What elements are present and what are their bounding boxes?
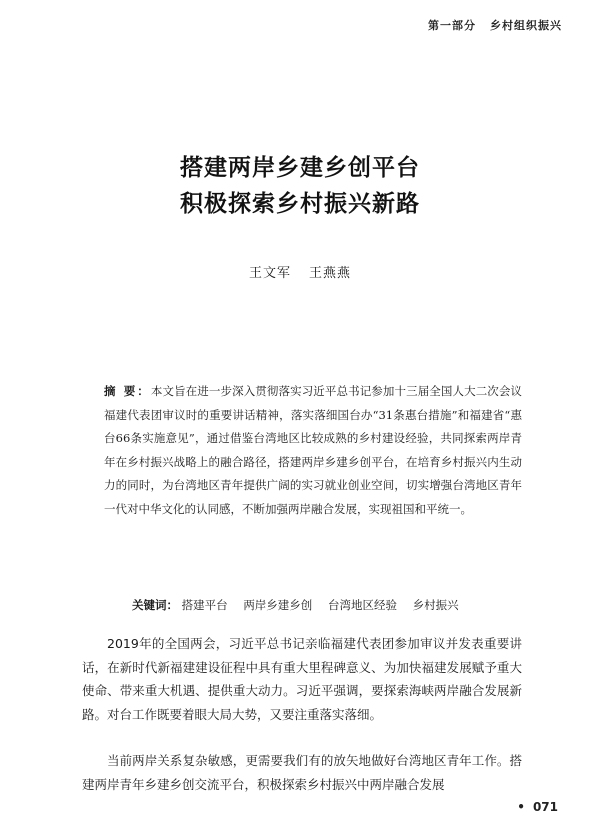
- running-header: [428, 17, 562, 33]
- keyword-item: 两岸乡建乡创: [243, 598, 313, 612]
- body-paragraph-1: 2019年的全国两会，习近平总书记亲临福建代表团参加审议并发表重要讲话，在新时代新福建建设征程中具有重大里程碑意义、为加快福建发展赋予重大使命、带来重大机遇、提供重大动力。习近平强调，要探索海峡两岸融合发展新路。对台工作既要着眼大局大势，又要注重落实落细。: [82, 636, 522, 722]
- abstract: [104, 380, 522, 521]
- title-line-2: 积极探索乡村振兴新路: [180, 190, 420, 217]
- keywords-label: 关键词：: [132, 598, 178, 612]
- header-part: 第一部分: [428, 19, 476, 32]
- keywords: [132, 595, 542, 615]
- keyword-item: 搭建平台: [181, 598, 228, 612]
- keyword-item: 乡村振兴: [412, 598, 459, 612]
- author-1: 王文军: [248, 266, 291, 281]
- header-section: 乡村组织振兴: [490, 19, 562, 32]
- title-line-1: 搭建两岸乡建乡创平台: [180, 154, 420, 181]
- page-number: 071: [532, 800, 558, 814]
- abstract-label: 摘 要：: [104, 384, 151, 398]
- author-2: 王燕燕: [309, 266, 352, 281]
- body-paragraph-2: 当前两岸关系复杂敏感，更需要我们有的放矢地做好台湾地区青年工作。搭建两岸青年乡建乡创交流平台，积极探索乡村振兴中两岸融合发展: [82, 753, 522, 792]
- bullet-icon: •: [517, 800, 525, 814]
- page-footer: [517, 800, 558, 814]
- abstract-text: 本文旨在进一步深入贯彻落实习近平总书记参加十三届全国人大二次会议福建代表团审议时的重要讲话精神，落实落细国台办“31条惠台措施”和福建省“惠台66条实施意见”，通过借鉴台湾地区比较成熟的乡村建设经验，共同探索两岸青年在乡村振兴战略上的融合路径，搭建两岸乡建乡创平台，在培育乡村振兴内生动力的同时，为台湾地区青年提供广阔的实习就业创业空间，切实增强台湾地区青年一代对中华文化的认同感，不断加强两岸融合发展，实现祖国和平统一。: [104, 384, 522, 516]
- author-line: [0, 262, 600, 281]
- article-title: [0, 150, 600, 222]
- keyword-item: 台湾地区经验: [327, 598, 397, 612]
